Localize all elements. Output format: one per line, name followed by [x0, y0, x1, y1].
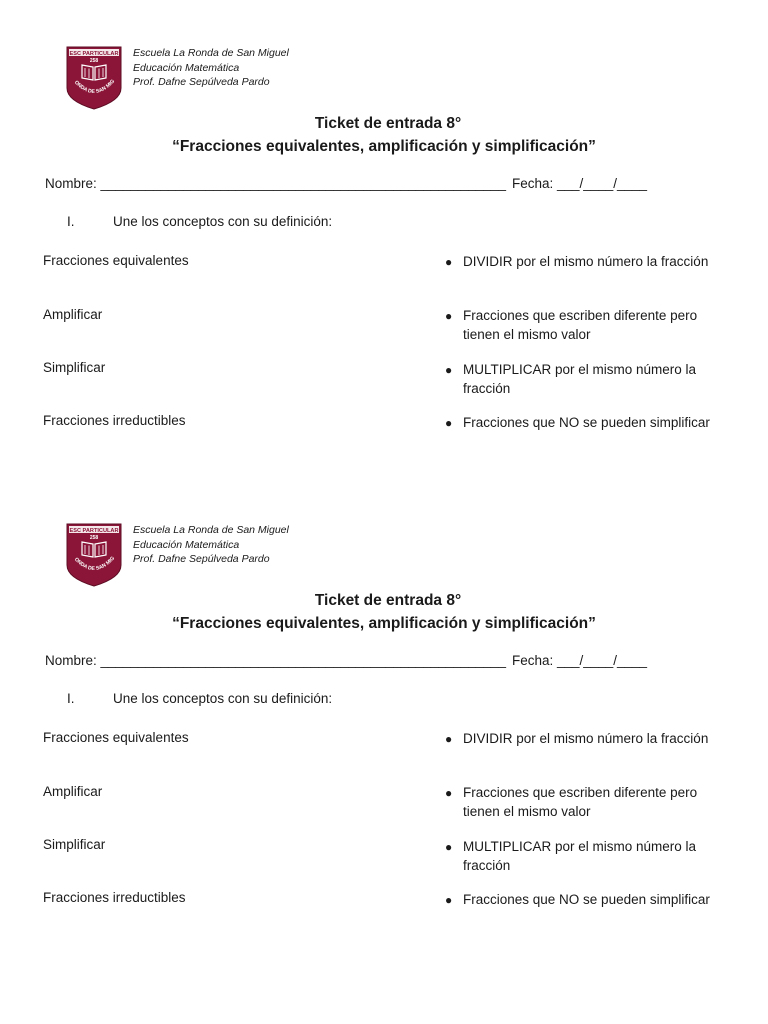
definition-item — [445, 414, 725, 433]
bullet-icon: ● — [445, 893, 453, 907]
ticket-1 — [0, 0, 768, 460]
school-crest-logo — [66, 523, 122, 587]
definition-item — [445, 361, 725, 398]
bullet-icon: ● — [445, 732, 453, 746]
definition-text: DIVIDIR por el mismo número la fracción — [463, 731, 709, 746]
crest-ring-text: ONDA DE SAN MIG — [72, 78, 117, 96]
bullet-icon: ● — [445, 255, 453, 269]
definition-item — [445, 307, 725, 344]
date-field[interactable]: Fecha: ___/____/____ — [511, 176, 648, 191]
definition-item — [445, 891, 725, 910]
bullet-icon: ● — [445, 363, 453, 377]
ticket-2 — [0, 477, 768, 937]
bullet-icon: ● — [445, 416, 453, 430]
definition-text: MULTIPLICAR por el mismo número la fracción — [463, 362, 697, 396]
crest-top-text: ESC PARTICULAR — [69, 527, 119, 534]
school-info-block — [133, 46, 289, 90]
definition-text: Fracciones que escriben diferente pero tienen el mismo valor — [463, 308, 698, 342]
crest-number: 258 — [89, 58, 99, 64]
teacher-name: Prof. Dafne Sepúlveda Pardo — [133, 76, 270, 88]
definition-item — [445, 784, 725, 821]
definition-text: DIVIDIR por el mismo número la fracción — [463, 254, 709, 269]
section-number: I. — [67, 214, 75, 229]
teacher-name: Prof. Dafne Sepúlveda Pardo — [133, 553, 270, 565]
definition-text: Fracciones que escriben diferente pero tienen el mismo valor — [463, 785, 698, 819]
concept-item: Simplificar — [43, 837, 106, 852]
definition-text: Fracciones que NO se pueden simplificar — [463, 415, 710, 430]
ticket-title: Ticket de entrada 8° — [314, 115, 462, 132]
subject-name: Educación Matemática — [133, 61, 240, 74]
crest-top-text: ESC PARTICULAR — [69, 50, 119, 57]
school-info-block — [133, 523, 289, 567]
bullet-icon: ● — [445, 309, 453, 323]
section-instruction: Une los conceptos con su definición: — [113, 691, 333, 706]
section-number: I. — [67, 691, 75, 706]
name-field[interactable]: Nombre: ______________________________________________________ — [45, 653, 506, 668]
definition-text: MULTIPLICAR por el mismo número la fracción — [463, 839, 697, 873]
school-crest-logo — [66, 46, 122, 110]
definition-item — [445, 730, 725, 749]
date-field[interactable]: Fecha: ___/____/____ — [511, 653, 648, 668]
concept-item: Fracciones irreductibles — [43, 413, 186, 428]
crest-ring-text: ONDA DE SAN MIG — [72, 555, 117, 573]
name-date-line — [45, 652, 647, 670]
bullet-icon: ● — [445, 786, 453, 800]
school-name: Escuela La Ronda de San Miguel — [133, 524, 289, 536]
section-instruction: Une los conceptos con su definición: — [113, 214, 333, 229]
school-name: Escuela La Ronda de San Miguel — [133, 47, 289, 59]
crest-number: 258 — [89, 535, 99, 541]
definition-item — [445, 253, 725, 272]
concept-item: Simplificar — [43, 360, 106, 375]
concept-item: Fracciones equivalentes — [43, 253, 189, 268]
concept-item: Fracciones equivalentes — [43, 730, 189, 745]
ticket-subtitle: “Fracciones equivalentes, amplificación y simplificación” — [172, 615, 596, 632]
ticket-subtitle: “Fracciones equivalentes, amplificación y simplificación” — [172, 138, 596, 155]
name-field[interactable]: Nombre: ______________________________________________________ — [45, 176, 506, 191]
definition-item — [445, 838, 725, 875]
concept-item: Amplificar — [43, 307, 103, 322]
subject-name: Educación Matemática — [133, 538, 240, 551]
concept-item: Amplificar — [43, 784, 103, 799]
bullet-icon: ● — [445, 840, 453, 854]
definition-text: Fracciones que NO se pueden simplificar — [463, 892, 710, 907]
concept-item: Fracciones irreductibles — [43, 890, 186, 905]
name-date-line — [45, 175, 647, 193]
ticket-title: Ticket de entrada 8° — [314, 592, 462, 609]
